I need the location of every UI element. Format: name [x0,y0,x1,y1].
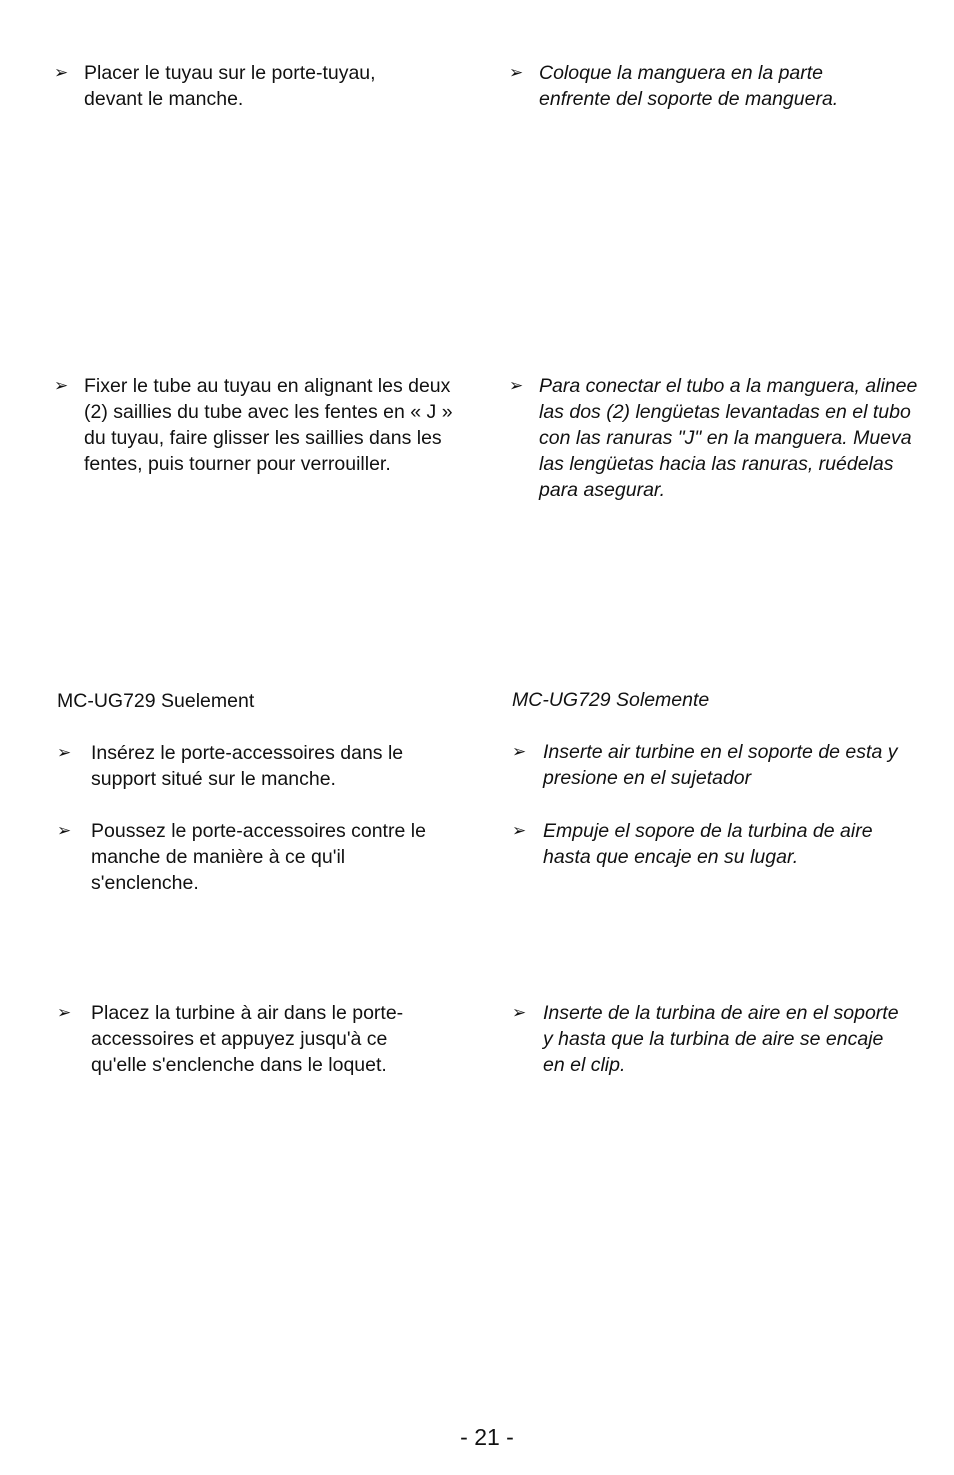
push-holder-text-fr: Poussez le porte-accessoires contre le manche de manière à ce qu'il s'enclenche. [91,820,426,894]
model-heading-fr: MC-UG729 Suelement [57,690,255,712]
bullet-arrow-icon: ➢ [509,376,524,396]
model-heading-es: MC-UG729 Solemente [512,689,710,711]
turbine-instruction-es [512,1000,907,1078]
bullet-arrow-icon: ➢ [512,821,527,841]
bullet-arrow-icon: ➢ [57,743,72,763]
hose-text-fr: Placer le tuyau sur le porte-tuyau, devant le manche. [84,62,376,110]
tube-instruction-fr [54,373,474,477]
turbine-text-fr: Placez la turbine à air dans le porte-accessoires et appuyez jusqu'à ce qu'elle s'enclenche dans le loquet. [91,1002,404,1076]
bullet-arrow-icon: ➢ [509,63,524,83]
bullet-arrow-icon: ➢ [57,1003,72,1023]
page-number: - 21 - [460,1424,514,1450]
turbine-instruction-fr [57,1000,447,1078]
insert-holder-text-fr: Insérez le porte-accessoires dans le support situé sur le manche. [91,742,404,790]
push-holder-text-es: Empuje el sopore de la turbina de aire hasta que encaje en su lugar. [543,820,873,868]
bullet-arrow-icon: ➢ [512,742,527,762]
bullet-arrow-icon: ➢ [54,63,69,83]
tube-text-es: Para conectar el tubo a la manguera, alinee las dos (2) lengüetas levantadas en el tubo con las ranuras "J" en la manguera. Mueva las lengüetas hacia las ranuras, ruédelas para asegurar. [539,375,918,501]
push-holder-instruction-es [512,818,912,870]
hose-instruction-fr [54,60,434,112]
insert-holder-text-es: Inserte air turbine en el soporte de esta y presione en el sujetador [543,741,898,789]
bullet-arrow-icon: ➢ [54,376,69,396]
hose-text-es: Coloque la manguera en la parte enfrente del soporte de manguera. [539,62,839,110]
turbine-text-es: Inserte de la turbina de aire en el soporte y hasta que la turbina de aire se encaje en el clip. [543,1002,899,1076]
push-holder-instruction-fr [57,818,457,896]
insert-holder-instruction-fr [57,740,457,792]
insert-holder-instruction-es [512,739,912,791]
bullet-arrow-icon: ➢ [512,1003,527,1023]
bullet-arrow-icon: ➢ [57,821,72,841]
tube-text-fr: Fixer le tube au tuyau en alignant les deux (2) saillies du tube avec les fentes en « J » du tuyau, faire glisser les saillies dans les fentes, puis tourner pour verrouiller. [84,375,453,475]
hose-instruction-es [509,60,899,112]
tube-instruction-es [509,373,929,503]
